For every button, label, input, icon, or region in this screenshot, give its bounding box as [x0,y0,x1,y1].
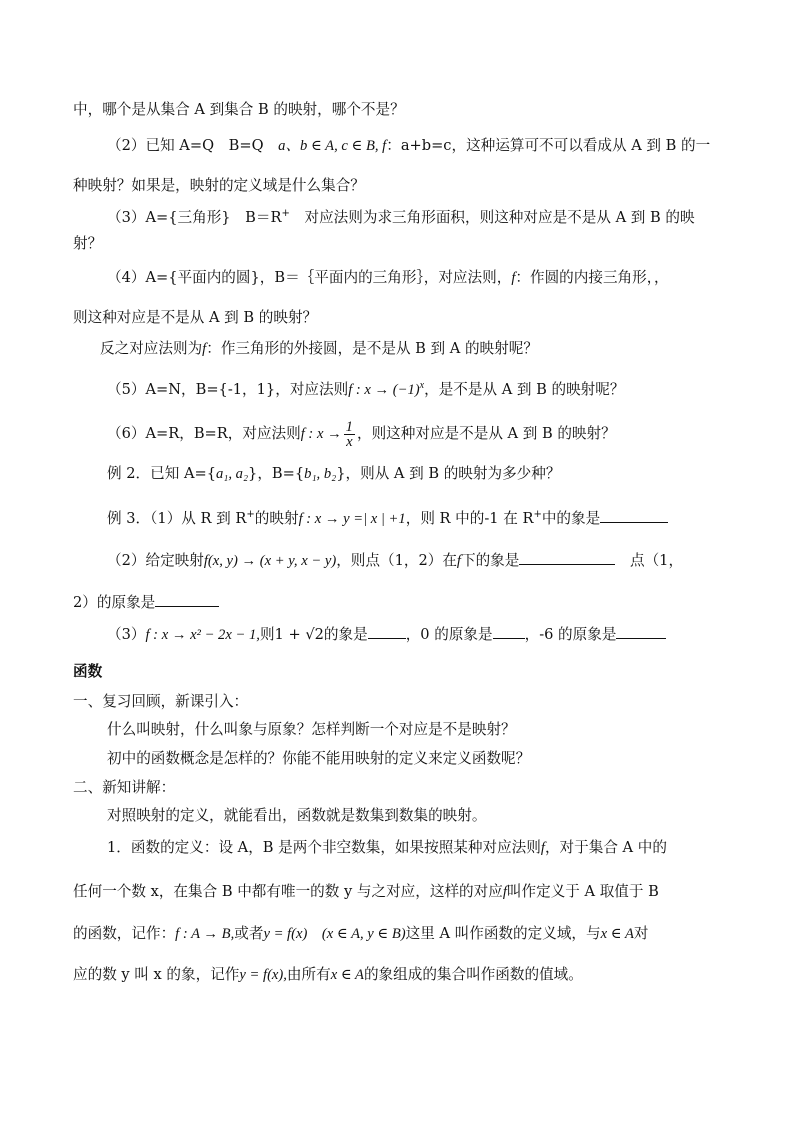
text: ，则这种对应是不是从 A 到 B 的映射？ [356,425,616,442]
answer-blank[interactable] [493,624,525,639]
text: 对照映射的定义，就能看出，函数就是数集到数集的映射。 [107,807,487,824]
math-expression: (x ∈ A, y ∈ B) [321,926,406,942]
paragraph-line [73,234,102,254]
text: ：作圆的内接三角形，， [515,269,669,286]
text: ，则 R 中的-1 在 R [405,510,534,527]
text: （3） [107,626,146,643]
paragraph-line [73,592,219,613]
text: （2）已知 A=Q B=Q [107,137,279,154]
text: 对 [633,925,649,942]
superscript: + [281,208,290,220]
text: 下的象是 [460,552,520,569]
text: （6）A=R，B=R，对应法则 [107,425,301,442]
text: 一、复习回顾，新课引入： [73,693,249,710]
text: 种映射？如果是，映射的定义域是什么集合？ [73,177,365,194]
text: 则这种对应是不是从 A 到 B 的映射？ [73,309,318,326]
text: ，则点（1，2）在 [336,552,457,569]
subsection-title [73,692,248,712]
question-4 [107,268,669,288]
text: 例 3．（1）从 R 到 R [107,510,247,527]
math-expression: y = f(x), [239,967,287,983]
text: 1．函数的定义：设 A，B 是两个非空数集，如果按照某种对应法则 [107,839,541,856]
text: 射？ [73,235,103,252]
superscript: + [246,509,255,521]
text: 的映射 [254,510,299,527]
math-expression: f : x → (−1) [348,382,420,398]
math-expression: f : x → x² − 2x − 1, [145,627,260,643]
definition-line [73,924,648,944]
paragraph-line [100,339,538,359]
math-expression: f [456,553,461,569]
example-2 [107,464,560,484]
text: 则1 + √2的象是 [259,626,368,643]
math-expression: a₁, a₂ [216,466,249,482]
text: 的象组成的集合叫作函数的值域。 [363,966,583,983]
paragraph-line [73,100,405,120]
text: 叫作定义于 A 取值于 B [506,883,659,900]
paragraph-line [73,308,317,328]
text: 这里 A 叫作函数的定义域，与 [405,925,601,942]
example-3-part-3 [107,624,666,645]
question-3 [107,208,695,228]
answer-blank[interactable] [155,592,219,607]
text: 任何一个数 x，在集合 B 中都有唯一的数 y 与之对应，这样的对应 [73,883,503,900]
text: ，对于集合 A 中的 [544,839,667,856]
definition-line [73,965,583,985]
math-expression: f [540,840,545,856]
text: 由所有 [286,966,331,983]
math-expression: a、b ∈ A, c ∈ B, f [278,138,387,154]
text: ：作三角形的外接圆，是不是从 B 到 A 的映射呢？ [206,340,538,357]
text: 初中的函数概念是怎样的？你能不能用映射的定义来定义函数呢？ [107,750,531,767]
text: 什么叫映射，什么叫象与原象？怎样判断一个对应是不是映射？ [107,721,516,738]
definition-line [107,838,667,858]
text: 反之对应法则为 [100,340,203,357]
text: 二、新知讲解： [73,779,176,796]
superscript: x [419,380,425,392]
text: }，则从 A 到 B 的映射为多少种？ [336,465,561,482]
math-expression: f : x → [300,426,342,442]
definition-line [73,882,659,902]
subsection-title [73,778,175,798]
fraction-numerator: 1 [345,418,353,435]
text: 的函数，记作： [73,925,176,942]
text: 例 2．已知 A={ [107,465,216,482]
math-expression: f(x, y) → (x + y, x − y) [203,553,337,569]
answer-blank[interactable] [368,624,406,639]
text: ，-6 的原象是 [524,626,617,643]
answer-blank[interactable] [616,624,666,639]
text: 2）的原象是 [73,594,156,611]
text: （2）给定映射 [107,552,204,569]
text: 点（1， [629,552,684,569]
math-expression: f : x → y =| x | +1 [298,511,406,527]
math-expression: x ∈ A [600,926,634,942]
math-expression: f [202,341,207,357]
text: ：a+b=c，这种运算可不可以看成从 A 到 B 的一 [386,137,711,154]
math-expression: b₁, b₂ [304,466,337,482]
superscript: + [533,509,542,521]
paragraph-line [107,720,516,740]
text: 对应法则为求三角形面积，则这种对应是不是从 A 到 B 的映 [289,209,695,226]
fraction-denominator: x [346,433,353,450]
text: （5）A=N，B={-1，1}，对应法则 [107,381,349,398]
math-expression: y = f(x) [263,926,308,942]
question-6 [107,416,616,452]
text: }，B={ [248,465,305,482]
fraction [344,420,355,449]
example-3 [107,508,668,529]
question-2 [107,136,710,156]
text: 中的象是 [541,510,601,527]
text: （3）A={三角形} B＝R [107,209,282,226]
question-5 [107,380,624,400]
section-heading [73,662,102,682]
heading-text: 函数 [73,663,103,680]
text: ，0 的原象是 [405,626,493,643]
paragraph-line [107,806,486,826]
text: 应的数 y 叫 x 的象，记作 [73,966,240,983]
text: （4）A={平面内的圆}，B＝｛平面内的三角形｝，对应法则， [107,269,512,286]
paragraph-line [107,749,530,769]
math-expression: f : A → B, [175,926,235,942]
paragraph-line [73,176,365,196]
math-expression: f [511,270,516,286]
math-expression: x ∈ A [330,967,364,983]
answer-blank[interactable] [519,550,615,565]
text: ，是不是从 A 到 B 的映射呢？ [424,381,625,398]
text: 或者 [234,925,264,942]
example-3-part-2 [107,550,683,571]
math-expression: f [502,884,507,900]
text: 中，哪个是从集合 A 到集合 B 的映射，哪个不是？ [73,101,405,118]
answer-blank[interactable] [600,508,668,523]
